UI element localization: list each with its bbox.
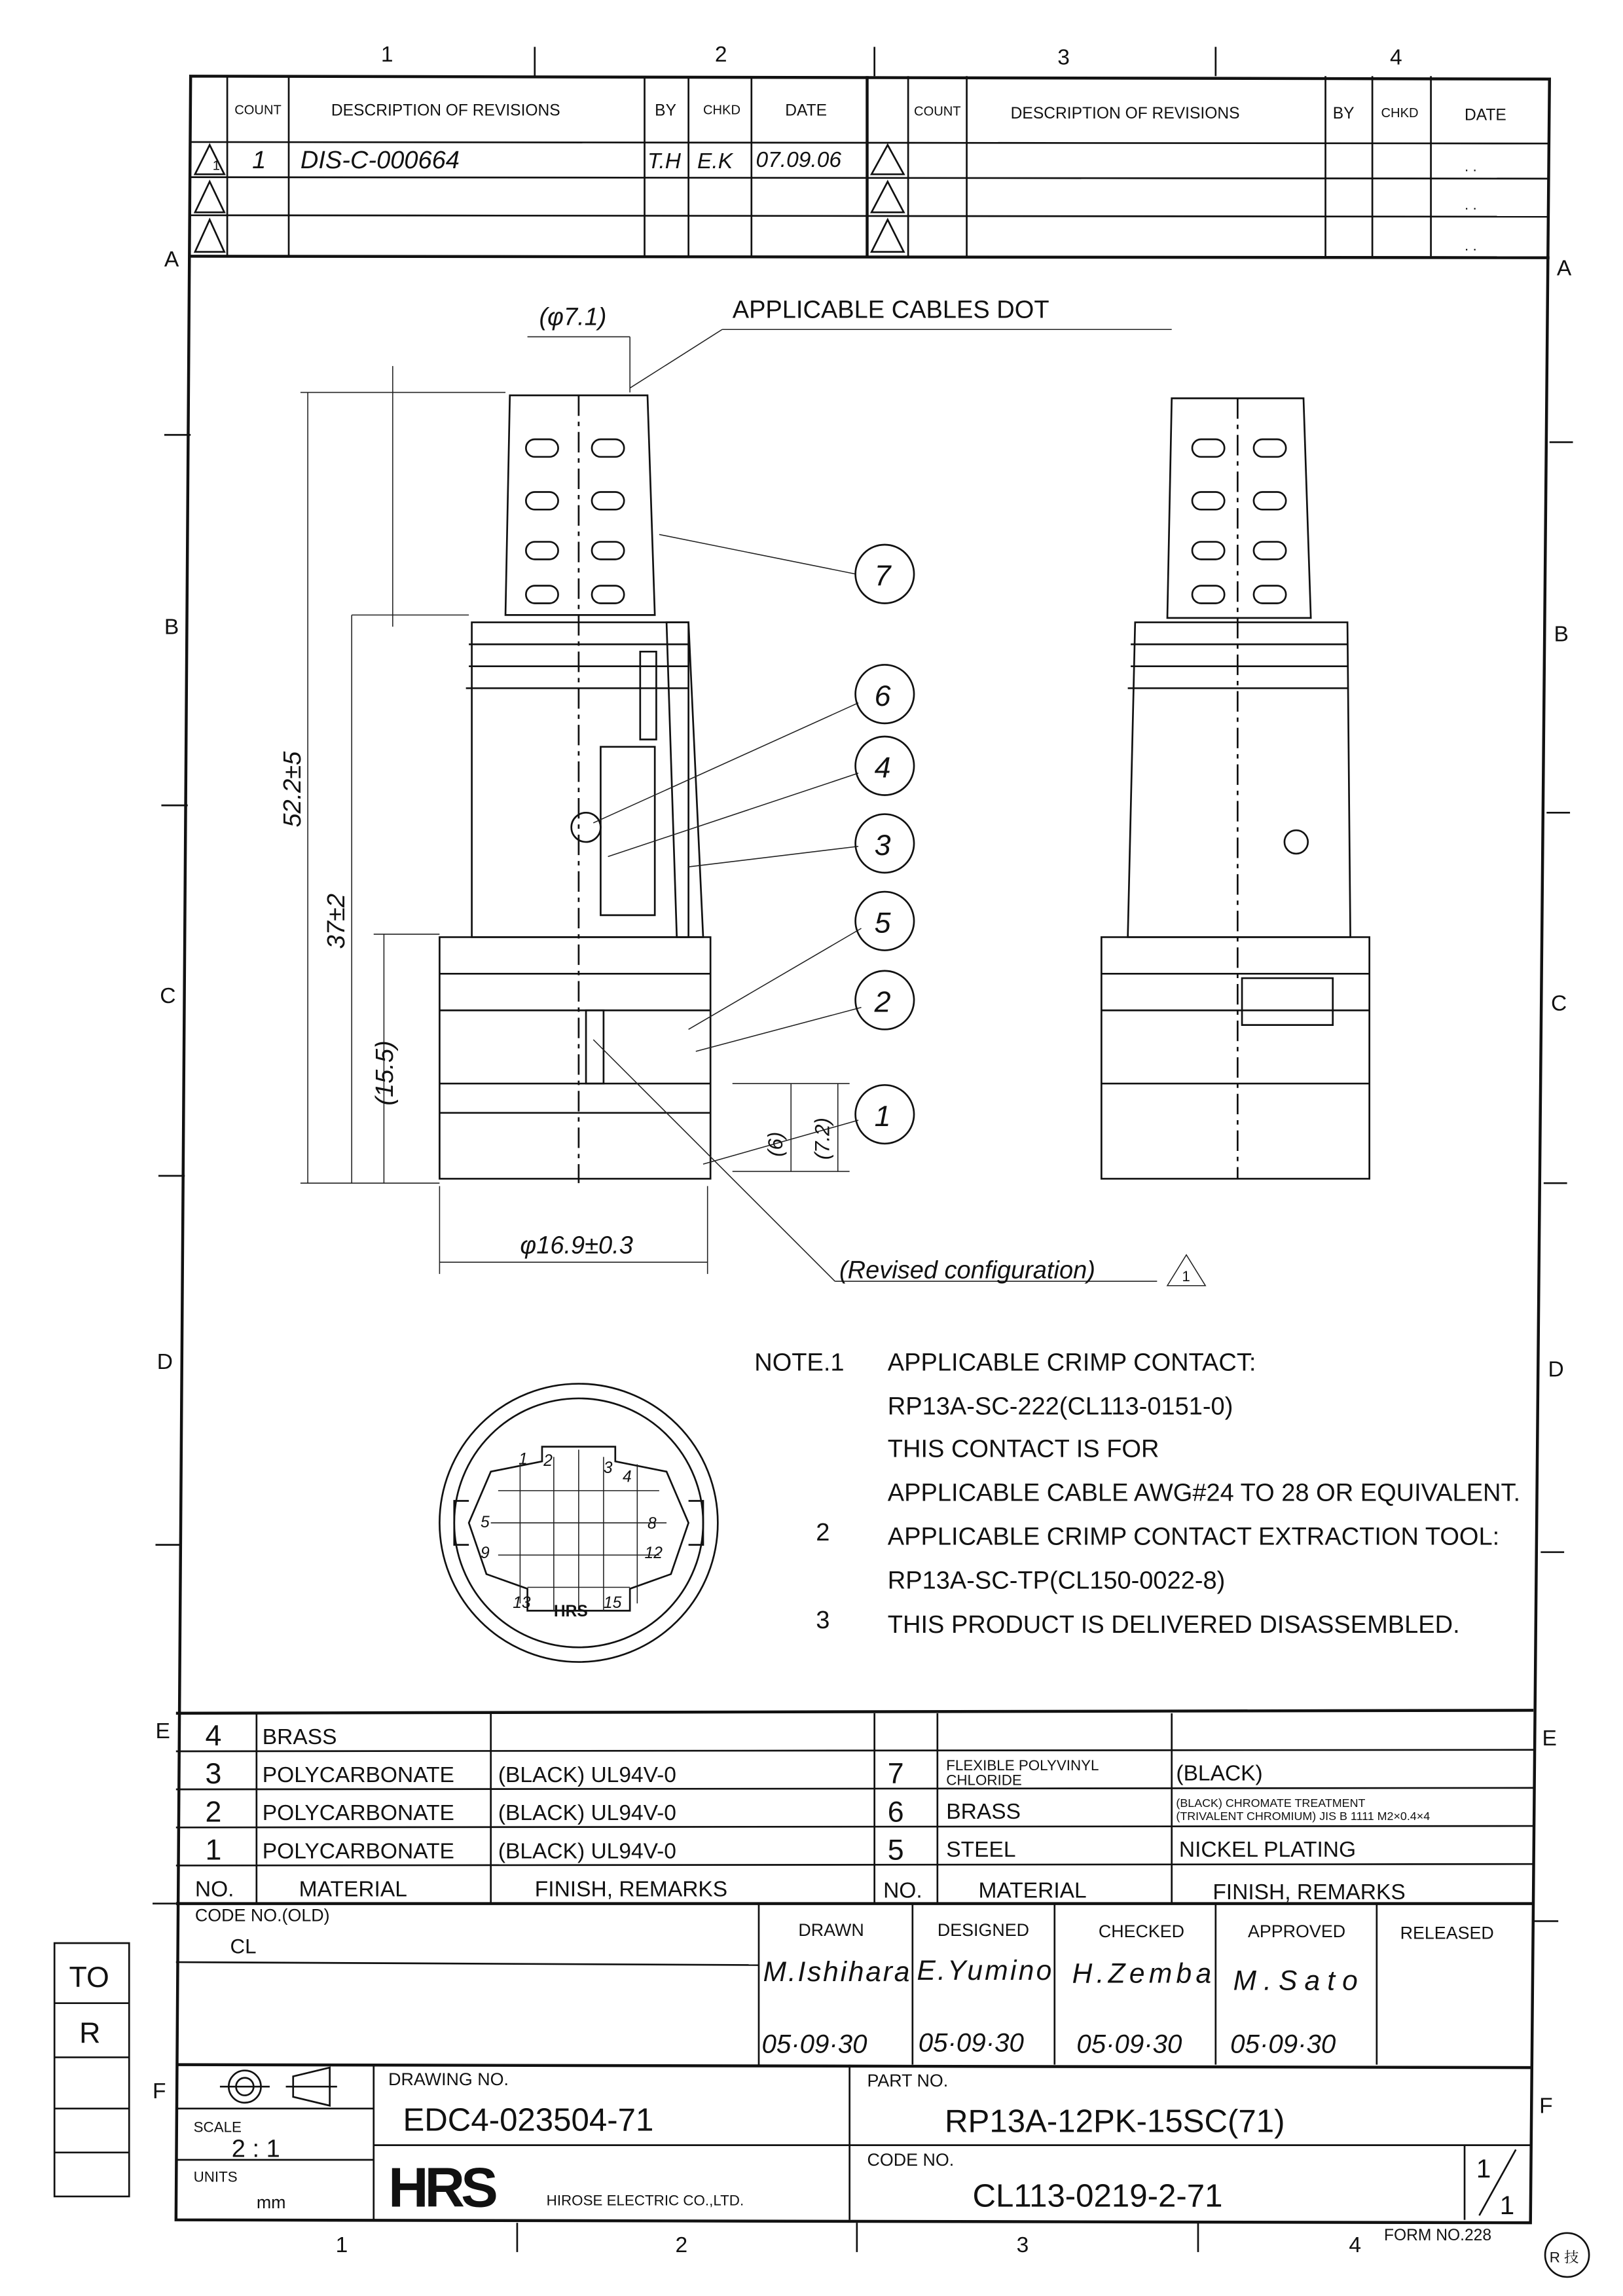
mat-material-6: BRASS	[946, 1799, 1021, 1824]
date-designed: 05·09·30	[918, 2028, 1024, 2058]
mat-no-5: 5	[887, 1834, 904, 1867]
dim-body-length: 37±2	[323, 894, 351, 949]
notes	[754, 1349, 1520, 1638]
mat-material-4: BRASS	[262, 1724, 337, 1749]
date-checked: 05·09·30	[1076, 2029, 1182, 2059]
routing-r: R	[79, 2017, 101, 2050]
company-name: HIROSE ELECTRIC CO.,LTD.	[546, 2192, 744, 2209]
rev-header-description: DESCRIPTION OF REVISIONS	[331, 101, 560, 120]
pin-1: 1	[519, 1450, 528, 1468]
balloon-5: 5	[874, 907, 891, 939]
drawing-no-label: DRAWING NO.	[388, 2069, 509, 2089]
rev-blank-date-3: . .	[1465, 237, 1477, 254]
mat-finish-6-line-2: (TRIVALENT CHROMIUM) JIS B 1111 M2×0.4×4	[1176, 1810, 1431, 1823]
role-designed: DESIGNED	[937, 1920, 1029, 1940]
role-checked: CHECKED	[1098, 1922, 1185, 1942]
zone-top-4: 4	[1389, 45, 1402, 70]
role-approved: APPROVED	[1248, 1922, 1346, 1942]
zone-right-a: A	[1556, 256, 1572, 281]
hrs-logo: HRS	[388, 2157, 498, 2219]
units-label: UNITS	[193, 2168, 238, 2185]
note-3-number: 3	[816, 1607, 830, 1635]
pin-13: 13	[513, 1594, 531, 1612]
revised-configuration-label: (Revised configuration)	[839, 1256, 1095, 1285]
balloon-2: 2	[874, 986, 891, 1019]
routing-box	[54, 1943, 129, 2196]
mat-material-1: POLYCARBONATE	[262, 1839, 454, 1864]
materials-table	[176, 1710, 1533, 1904]
date-drawn: 05·09·30	[761, 2029, 867, 2059]
mat-material-3: POLYCARBONATE	[262, 1762, 454, 1787]
zone-right-d: D	[1548, 1357, 1564, 1382]
mat-material-7-line-2: CHLORIDE	[946, 1772, 1022, 1789]
note-1-line-1: APPLICABLE CRIMP CONTACT:	[887, 1349, 1256, 1377]
rev-header-count-2: COUNT	[914, 104, 961, 119]
signature-designed: E.Yumino	[917, 1955, 1052, 1986]
applicable-cables-note: APPLICABLE CABLES DOT	[732, 296, 1049, 324]
signature-approved: M.Sato	[1233, 1965, 1358, 1997]
revised-mark: 1	[1182, 1268, 1190, 1285]
code-no-label: CODE NO.	[867, 2149, 955, 2170]
mat-header-finish: FINISH, REMARKS	[534, 1877, 728, 1902]
zone-right-f: F	[1539, 2094, 1553, 2119]
zone-bottom-1: 1	[335, 2232, 348, 2257]
rev-blank-date-1: . .	[1465, 158, 1477, 175]
pin-5: 5	[481, 1513, 490, 1531]
mat-finish-3: (BLACK) UL94V-0	[498, 1762, 676, 1787]
mat-no-4: 4	[205, 1720, 222, 1753]
rev-header-chkd-2: CHKD	[1381, 105, 1419, 120]
balloon-4: 4	[874, 752, 891, 784]
mat-finish-5: NICKEL PLATING	[1178, 1838, 1357, 1863]
revision-mark: 1	[212, 158, 220, 173]
mat-no-1: 1	[205, 1834, 222, 1867]
signature-drawn: M.Ishihara	[763, 1957, 910, 1988]
zone-right-e: E	[1542, 1726, 1557, 1751]
rev-description: DIS-C-000664	[300, 147, 460, 175]
zone-left-a: A	[164, 247, 179, 272]
balloon-1: 1	[874, 1100, 891, 1133]
pin-8: 8	[647, 1515, 657, 1533]
rev-header-date-2: DATE	[1465, 106, 1506, 124]
cable-diameter-dim: (φ7.1)	[539, 303, 607, 331]
mat-no-6: 6	[887, 1796, 904, 1829]
pin-2: 2	[543, 1451, 553, 1470]
pin-4: 4	[622, 1468, 632, 1486]
dim-7-2: (7.2)	[811, 1118, 834, 1160]
pin-grid	[491, 1449, 666, 1611]
zone-top-2: 2	[714, 42, 727, 67]
pin-3: 3	[603, 1459, 613, 1478]
dim-diameter: φ16.9±0.3	[520, 1231, 633, 1260]
zone-right-c: C	[1550, 991, 1567, 1016]
mat-no-7: 7	[887, 1758, 904, 1791]
zone-left-c: C	[160, 984, 176, 1009]
role-released: RELEASED	[1400, 1923, 1494, 1943]
note-1-line-2: RP13A-SC-222(CL113-0151-0)	[887, 1393, 1233, 1421]
revision-table	[191, 76, 1550, 257]
rev-header-chkd: CHKD	[702, 103, 740, 118]
rev-header-count: COUNT	[234, 103, 282, 118]
external-view	[1101, 398, 1369, 1178]
mat-no-3: 3	[205, 1758, 222, 1791]
mat-header-no-2: NO.	[883, 1878, 922, 1903]
zone-top-1: 1	[380, 42, 393, 67]
mat-finish-1: (BLACK) UL94V-0	[498, 1839, 676, 1864]
scale-value: 2 : 1	[231, 2135, 280, 2163]
note-1-line-3: THIS CONTACT IS FOR	[887, 1435, 1159, 1463]
zone-left-d: D	[156, 1350, 173, 1375]
zone-left-f: F	[153, 2079, 166, 2104]
mat-material-7: FLEXIBLE POLYVINYL	[946, 1757, 1099, 1774]
dim-lower-length: (15.5)	[371, 1040, 399, 1106]
rev-date: 07.09.06	[756, 147, 842, 172]
code-old-value: CL	[230, 1935, 257, 1958]
note-1-line-4: APPLICABLE CABLE AWG#24 TO 28 OR EQUIVALENT.	[887, 1479, 1521, 1507]
mat-material-5: STEEL	[946, 1838, 1016, 1863]
front-logo: HRS	[553, 1603, 588, 1621]
units-value: mm	[256, 2192, 286, 2212]
mat-finish-2: (BLACK) UL94V-0	[498, 1801, 676, 1826]
date-approved: 05·09·30	[1230, 2029, 1336, 2059]
form-number: FORM NO.228	[1384, 2227, 1492, 2245]
rev-count: 1	[252, 147, 266, 175]
rev-header-date: DATE	[785, 101, 828, 120]
balloon-3: 3	[874, 829, 891, 862]
dim-6: (6)	[763, 1131, 787, 1157]
note-2-line-1: APPLICABLE CRIMP CONTACT EXTRACTION TOOL:	[887, 1523, 1500, 1551]
sheet-total: 1	[1499, 2190, 1515, 2220]
note-3-line-1: THIS PRODUCT IS DELIVERED DISASSEMBLED.	[887, 1611, 1460, 1639]
code-old-label: CODE NO.(OLD)	[194, 1905, 330, 1925]
drawing-no-value: EDC4-023504-71	[403, 2102, 654, 2138]
zone-bottom-2: 2	[675, 2232, 688, 2257]
zone-top-3: 3	[1057, 45, 1070, 70]
code-no-value: CL113-0219-2-71	[972, 2178, 1223, 2214]
pin-12: 12	[644, 1544, 663, 1562]
rev-by: T.H	[647, 149, 681, 174]
sheet-number: 1	[1476, 2153, 1491, 2183]
mat-header-material-2: MATERIAL	[978, 1878, 1087, 1903]
role-drawn: DRAWN	[798, 1920, 864, 1940]
zone-bottom-4: 4	[1349, 2232, 1361, 2257]
signature-checked: H.Zemba	[1072, 1958, 1212, 1990]
part-no-value: RP13A-12PK-15SC(71)	[945, 2103, 1285, 2140]
balloon-6: 6	[874, 680, 891, 713]
mat-header-material: MATERIAL	[299, 1877, 407, 1902]
note-label: NOTE.1	[754, 1349, 845, 1377]
scale-label: SCALE	[193, 2119, 242, 2136]
rev-chkd: E.K	[697, 149, 733, 174]
mat-header-finish-2: FINISH, REMARKS	[1213, 1880, 1406, 1904]
balloon-7: 7	[874, 560, 891, 592]
rev-header-by-2: BY	[1332, 105, 1355, 123]
rev-header-description-2: DESCRIPTION OF REVISIONS	[1010, 105, 1240, 123]
mat-header-no: NO.	[194, 1877, 234, 1902]
dim-total-length: 52.2±5	[278, 751, 306, 828]
pin-15: 15	[603, 1594, 622, 1612]
cable-holes	[526, 439, 624, 604]
rev-blank-date-2: . .	[1465, 196, 1477, 213]
part-no-label: PART NO.	[867, 2071, 949, 2091]
zone-left-b: B	[164, 615, 179, 640]
note-2-number: 2	[816, 1518, 830, 1546]
mat-material-2: POLYCARBONATE	[262, 1801, 454, 1826]
note-2-line-2: RP13A-SC-TP(CL150-0022-8)	[887, 1567, 1226, 1595]
pin-9: 9	[481, 1544, 490, 1562]
mat-no-2: 2	[205, 1796, 222, 1829]
zone-right-b: B	[1554, 622, 1569, 647]
zone-left-e: E	[155, 1719, 170, 1743]
front-view	[439, 1384, 718, 1662]
stamp-text: R 技	[1549, 2249, 1579, 2266]
mat-finish-6: (BLACK) CHROMATE TREATMENT	[1176, 1796, 1366, 1810]
zone-bottom-3: 3	[1016, 2232, 1029, 2257]
rev-header-by: BY	[655, 101, 676, 120]
side-view-section	[279, 296, 1205, 1285]
routing-to: TO	[69, 1961, 109, 1994]
mat-finish-7: (BLACK)	[1176, 1761, 1263, 1786]
